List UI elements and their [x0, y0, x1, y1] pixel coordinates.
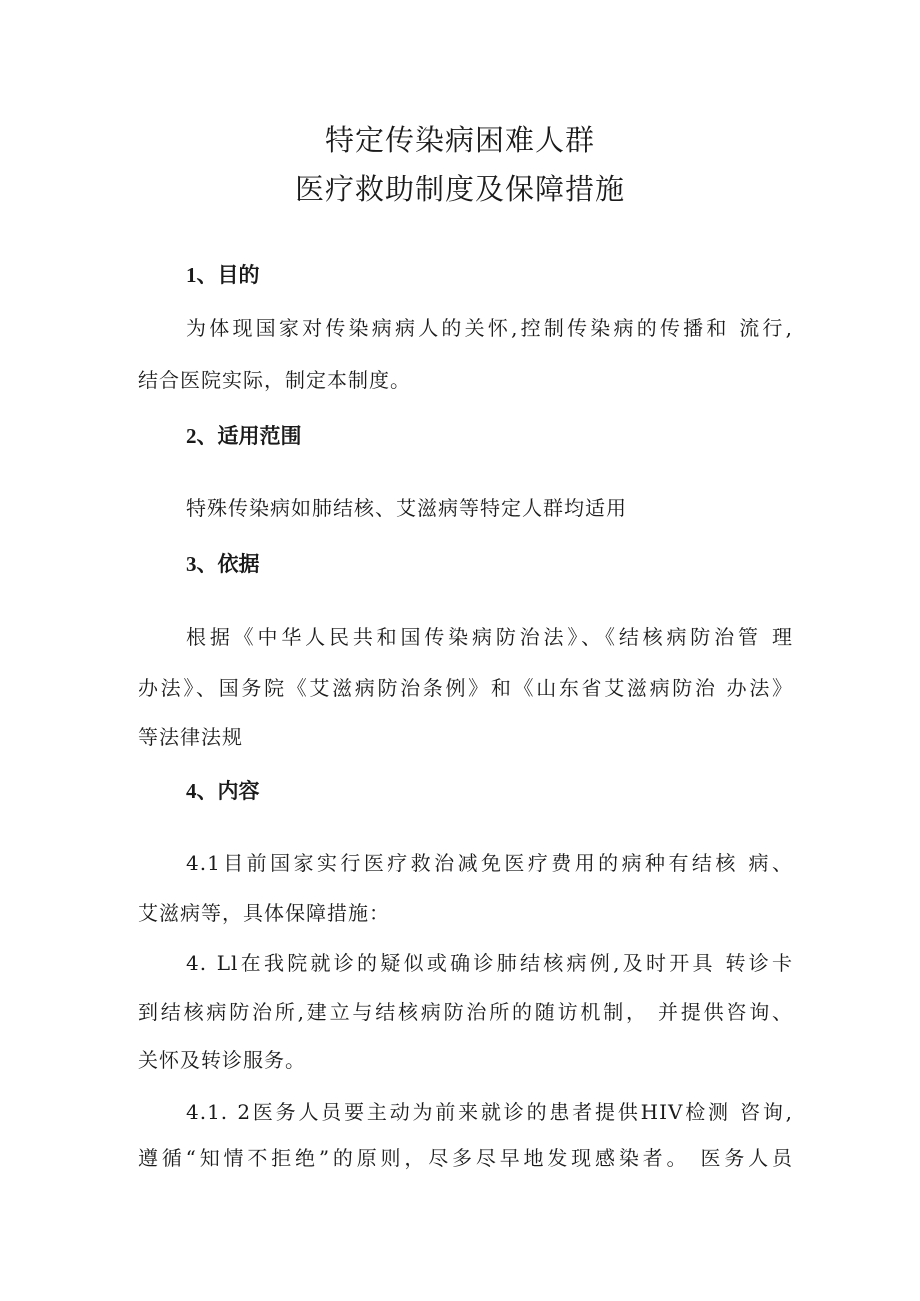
paragraph-line: 根据《中华人民共和国传染病防治法》、《结核病防治管 理 — [186, 625, 793, 649]
section-separator: 、 — [196, 263, 218, 287]
paragraph-line: 关怀及转诊服务。 — [138, 1048, 306, 1072]
section-number: 1 — [186, 263, 197, 287]
section-number: 2 — [186, 424, 197, 448]
paragraph-line: 到结核病防治所,建立与结核病防治所的随访机制， 并提供咨询、 — [138, 1000, 793, 1024]
document-title-line-1: 特定传染病困难人群 — [324, 123, 595, 157]
paragraph-line: 艾滋病等，具体保障措施： — [138, 901, 390, 925]
paragraph-line: 4.1. 2医务人员要主动为前来就诊的患者提供HIV检测 咨询, — [186, 1100, 793, 1124]
paragraph-line: 遵循“知情不拒绝”的原则，尽多尽早地发现感染者。 医务人员 — [138, 1146, 793, 1170]
section-heading-text: 适用范围 — [217, 424, 302, 448]
section-4-heading — [186, 781, 260, 802]
paragraph-line: 为体现国家对传染病病人的关怀,控制传染病的传播和 流行, — [186, 316, 793, 340]
section-2-heading — [186, 426, 302, 447]
paragraph-line: 4. Ll在我院就诊的疑似或确诊肺结核病例,及时开具 转诊卡 — [186, 951, 793, 975]
paragraph-line: 特殊传染病如肺结核、艾滋病等特定人群均适用 — [186, 496, 627, 520]
section-separator: 、 — [196, 424, 218, 448]
section-heading-text: 目的 — [217, 263, 260, 287]
section-number: 3 — [186, 552, 197, 576]
paragraph-line: 等法律法规 — [138, 725, 243, 749]
section-3-heading — [186, 554, 260, 575]
section-number: 4 — [186, 779, 197, 803]
section-heading-text: 依据 — [217, 552, 260, 576]
section-1-heading — [186, 265, 260, 286]
section-separator: 、 — [196, 779, 218, 803]
paragraph-line: 办法》、国务院《艾滋病防治条例》和《山东省艾滋病防治 办法》 — [138, 676, 793, 700]
section-separator: 、 — [196, 552, 218, 576]
section-heading-text: 内容 — [217, 779, 260, 803]
paragraph-line: 4.1目前国家实行医疗救治减免医疗费用的病种有结核 病、 — [186, 851, 793, 875]
paragraph-line: 结合医院实际，制定本制度。 — [138, 368, 411, 392]
document-title-line-2: 医疗救助制度及保障措施 — [294, 172, 625, 206]
